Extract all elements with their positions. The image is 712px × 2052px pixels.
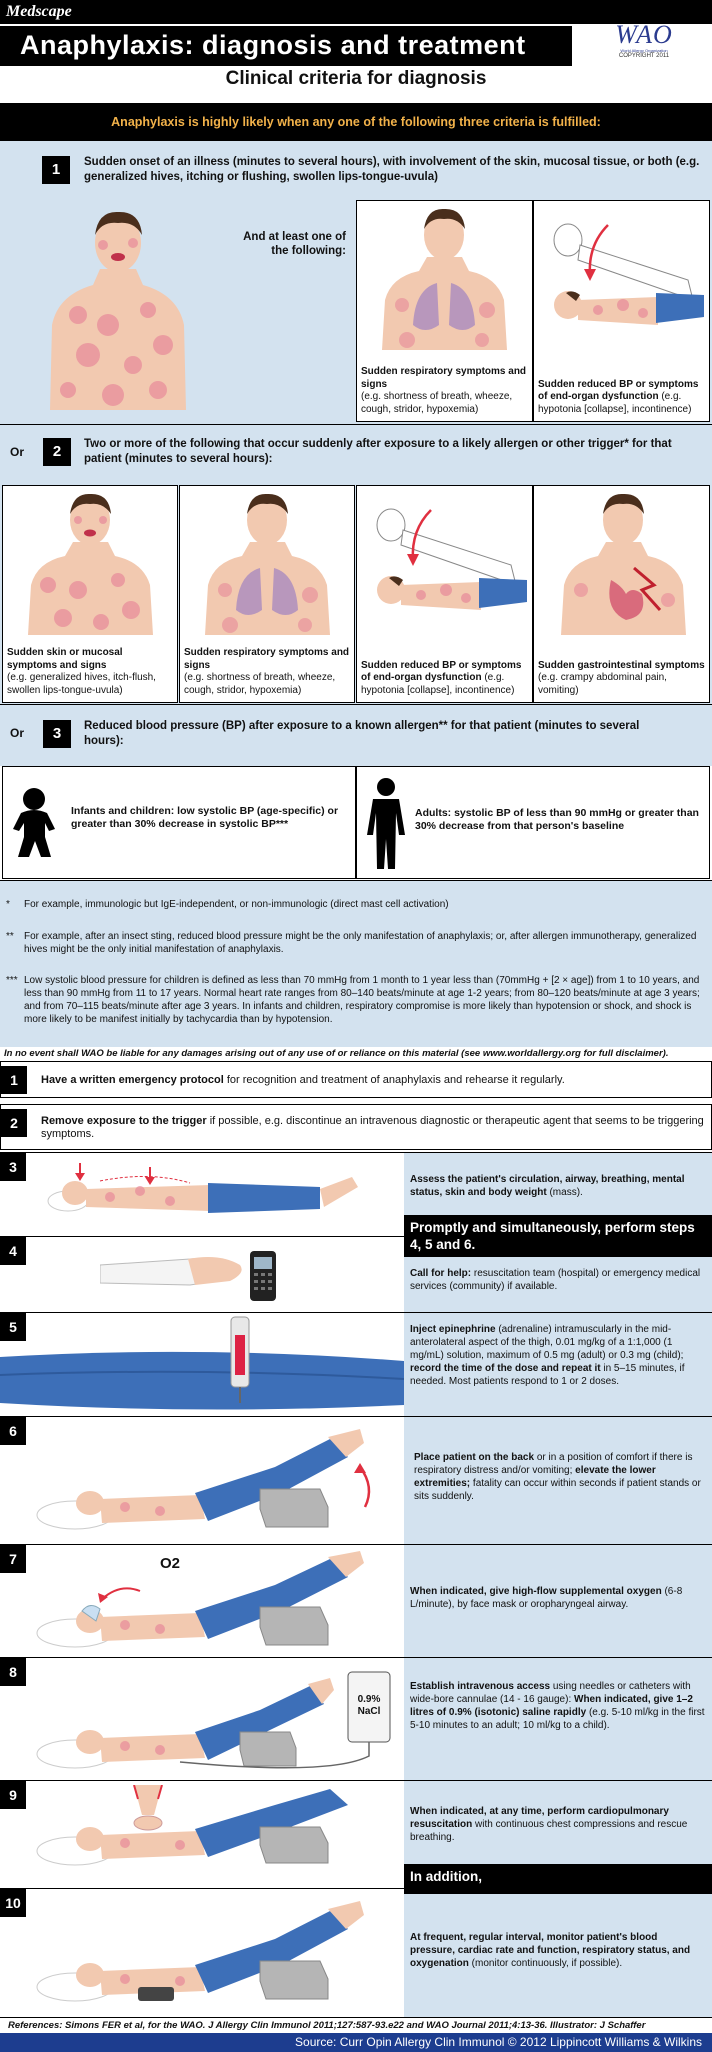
- infant-silhouette-icon: [9, 785, 59, 860]
- step-2-number: 2: [1, 1109, 27, 1137]
- footnote-2-mark: **: [6, 931, 14, 942]
- step-6-rest: or in a position of comfort if there is respiratory distress and/or vomiting;: [414, 1452, 693, 1476]
- oxygen-mask-figure: [30, 1551, 400, 1655]
- step-6-number: 6: [0, 1417, 26, 1445]
- step-2-row: [0, 1104, 712, 1150]
- criterion-1-bp-title: Sudden reduced BP or symptoms of end-organ dysfunction: [538, 378, 699, 402]
- collapse-figure: [538, 205, 706, 345]
- step-4-row: [0, 1236, 712, 1311]
- step-3-rest: (mass).: [546, 1187, 583, 1198]
- step-5-bold: Inject epinephrine: [410, 1324, 496, 1335]
- footnote-1: [6, 898, 704, 911]
- step-8-rest: using needles or catheters with wide-bore cannulae (14 - 16 gauge):: [410, 1681, 691, 1705]
- step-7-number: 7: [0, 1545, 26, 1573]
- assess-patient-figure: [40, 1161, 370, 1231]
- and-at-least-one-label: And at least one of the following:: [243, 231, 346, 257]
- footnote-3-text: Low systolic blood pressure for children is defined as less than 70 mmHg from 1 month to 1 year less than (70mmHg + [2 × age]) from 1 to 10 years, and less than 90 mmHg from 11 to 17 years. Normal heart rate ranges from 80–140 beats/minute at age 1-2 years; from 80–120 beats/minute at age 3 years; and from 70–115 beats/minute after age 3 years. In infants and children, respiratory compromise is more likely than hypotension or shock, and shock is more likely to be manifest initially by tachycardia than by hypotension.: [24, 975, 700, 1025]
- wao-logo: [600, 22, 688, 70]
- step-7-bold: When indicated, give high-flow supplemental oxygen: [410, 1586, 662, 1597]
- step-8-number: 8: [0, 1658, 26, 1686]
- promptly-heading: Promptly and simultaneously, perform steps 4, 5 and 6.: [404, 1215, 712, 1257]
- page-title: Anaphylaxis: diagnosis and treatment: [20, 30, 526, 60]
- criterion-3-number: 3: [43, 720, 71, 748]
- wao-copyright: COPYRIGHT 2011: [618, 53, 670, 59]
- criterion-2-skin-title: Sudden skin or mucosal symptoms and signs: [7, 647, 123, 671]
- footnote-1-text: For example, immunologic but IgE-independent, or non-immunologic (direct mast cell activation): [24, 899, 449, 910]
- cpr-figure: [30, 1785, 400, 1873]
- criterion-2-bp-cell: [356, 485, 533, 703]
- step-6-rest-2: fatality can occur within seconds if patient stands or sits suddenly.: [414, 1478, 701, 1502]
- step-4-bold: Call for help:: [410, 1268, 472, 1279]
- step-8-bold-2: When indicated, give 1–2 litres of 0.9% (isotonic) saline rapidly: [410, 1694, 693, 1718]
- criterion-2-bp-detail: (e.g. hypotonia [collapse], incontinence): [361, 672, 515, 696]
- step-8-rest-2: (e.g. 5-10 ml/kg in the first 5-10 minutes to an adult; 10 ml/kg to a child).: [410, 1707, 705, 1731]
- step-8-bold: Establish intravenous access: [410, 1681, 551, 1692]
- section-subtitle: Clinical criteria for diagnosis: [225, 68, 487, 89]
- footnote-1-mark: *: [6, 899, 10, 910]
- criterion-3-infants-cell: [2, 766, 356, 879]
- step-8-row: [0, 1657, 712, 1780]
- criterion-3-infants-text: Infants and children: low systolic BP (age-specific) or greater than 30% decrease in systolic BP***: [71, 805, 339, 830]
- wao-logo-subtitle: World Allergy Organization: [620, 48, 668, 53]
- footnote-2-text: For example, after an insect sting, reduced blood pressure might be the only manifestation of anaphylaxis; or, after allergen immunotherapy, generalized hives might be the only initial manifestation of anaphylaxis.: [24, 931, 697, 955]
- step-1-row: [0, 1061, 712, 1098]
- step-4-number: 4: [0, 1237, 26, 1265]
- elevate-legs-figure: [30, 1427, 400, 1539]
- step-6-bold-2: elevate the lower extremities;: [414, 1465, 656, 1489]
- criterion-2-respiratory-cell: [179, 485, 355, 703]
- criterion-2-respiratory-title: Sudden respiratory symptoms and signs: [184, 647, 350, 671]
- criterion-2-skin-cell: [2, 485, 178, 703]
- criterion-2-number: 2: [43, 438, 71, 466]
- criterion-2-gi-cell: [533, 485, 710, 703]
- criterion-3-adults-cell: [356, 766, 710, 879]
- epinephrine-injection-figure: [0, 1315, 404, 1415]
- saline-bag-label: 0.9% NaCl: [357, 1694, 381, 1717]
- step-6-row: [0, 1416, 712, 1544]
- lungs-figure: [377, 205, 512, 350]
- step-1-bold: Have a written emergency protocol: [41, 1074, 224, 1086]
- criterion-1-respiratory-title: Sudden respiratory symptoms and signs: [361, 366, 527, 390]
- step-5-bold-2: record the time of the dose and repeat it: [410, 1363, 601, 1374]
- phone-call-figure: [100, 1245, 300, 1305]
- criterion-2-respiratory-detail: (e.g. shortness of breath, wheeze, cough, stridor, hypoxemia): [184, 672, 336, 696]
- step-10-bold: At frequent, regular interval, monitor patient's blood pressure, cardiac rate and function, respiratory status, and oxygenation: [410, 1932, 691, 1969]
- criterion-2-gi-detail: (e.g. crampy abdominal pain, vomiting): [538, 672, 667, 696]
- step-2-bold: Remove exposure to the trigger: [41, 1115, 207, 1127]
- source-footer: Source: Curr Opin Allergy Clin Immunol © 2012 Lippincott Williams & Wilkins: [0, 2033, 712, 2052]
- o2-label: O2: [160, 1555, 181, 1572]
- step-5-number: 5: [0, 1313, 26, 1341]
- criterion-1-respiratory-cell: [356, 200, 533, 422]
- step-5-row: [0, 1312, 712, 1416]
- criterion-3-or-label: Or: [10, 726, 25, 740]
- torso-hives-figure: [38, 205, 198, 410]
- stomach-figure: [556, 490, 691, 635]
- hives-torso-figure: [23, 490, 158, 635]
- top-bar: [0, 0, 712, 24]
- references: References: Simons FER et al, for the WAO. J Allergy Clin Immunol 2011;127:587-93.e22 and WAO Journal 2011;4:13-36. Illustrator: J Schaffer: [0, 2017, 712, 2032]
- criterion-1-bp-cell: [533, 200, 710, 422]
- step-9-number: 9: [0, 1781, 26, 1809]
- intro-banner: Anaphylaxis is highly likely when any one of the following three criteria is fulfilled:: [0, 103, 712, 141]
- criterion-3-text: Reduced blood pressure (BP) after exposure to a known allergen** for that patient (minutes to several hours):: [84, 720, 640, 747]
- criterion-2-bp-title: Sudden reduced BP or symptoms of end-organ dysfunction: [361, 659, 522, 683]
- step-3-bold: Assess the patient's circulation, airway, breathing, mental status, skin and body weight: [410, 1174, 685, 1198]
- step-10-row: [0, 1888, 712, 2016]
- wao-logo-text: WAO: [615, 20, 673, 49]
- criterion-2-gi-title: Sudden gastrointestinal symptoms: [538, 659, 705, 671]
- adult-silhouette-icon: [365, 777, 407, 872]
- step-6-bold: Place patient on the back: [414, 1452, 535, 1463]
- step-7-row: [0, 1544, 712, 1657]
- monitor-bp-figure: [30, 1899, 400, 2011]
- disclaimer: In no event shall WAO be liable for any damages arising out of any use of or reliance on this material (see www.worldallergy.org for full disclaimer).: [4, 1048, 669, 1059]
- iv-saline-figure: [30, 1666, 400, 1776]
- step-3-number: 3: [0, 1153, 26, 1181]
- step-5-rest: (adrenaline) intramuscularly in the mid-anterolateral aspect of the thigh, 0.01 mg/kg of a 1:1,000 (1 mg/mL) solution, maximum of 0.5 mg (adult) or 0.3 mg (child);: [410, 1324, 684, 1361]
- step-2-rest: if possible, e.g. discontinue an intravenous diagnostic or therapeutic agent that seems to be triggering symptoms.: [41, 1115, 704, 1140]
- criterion-1-number: 1: [42, 156, 70, 184]
- lungs-figure-2: [200, 490, 335, 635]
- medscape-logo[interactable]: Medscape: [6, 3, 72, 20]
- step-9-row: [0, 1780, 712, 1875]
- step-1-rest: for recognition and treatment of anaphylaxis and rehearse it regularly.: [223, 1074, 565, 1086]
- step-4-rest: resuscitation team (hospital) or emergency medical services (community) if available.: [410, 1268, 701, 1292]
- footnote-3-mark: ***: [6, 975, 18, 986]
- criterion-2-text: Two or more of the following that occur suddenly after exposure to a likely allergen or other trigger* for that patient (minutes to several hours):: [84, 438, 672, 465]
- criterion-1-bp-detail: (e.g. hypotonia [collapse], incontinence): [538, 391, 692, 415]
- footnote-3: [6, 974, 704, 1026]
- criterion-2-or-label: Or: [10, 445, 25, 459]
- step-7-rest: (6-8 L/minute), by face mask or oropharyngeal airway.: [410, 1586, 683, 1610]
- criterion-1-text: Sudden onset of an illness (minutes to several hours), with involvement of the skin, mucosal tissue, or both (e.g. generalized hives, itching or flushing, swollen lips-tongue-uvula): [84, 156, 700, 183]
- step-9-bold: When indicated, at any time, perform cardiopulmonary resuscitation: [410, 1806, 669, 1830]
- criterion-1-respiratory-detail: (e.g. shortness of breath, wheeze, cough, stridor, hypoxemia): [361, 391, 513, 415]
- title-bar: [0, 26, 572, 66]
- collapse-figure-2: [361, 490, 529, 630]
- footnote-2: [6, 930, 704, 956]
- step-10-number: 10: [0, 1889, 26, 1917]
- criterion-2-skin-detail: (e.g. generalized hives, itch-flush, swollen lips-tongue-uvula): [7, 672, 156, 696]
- step-9-rest: with continuous chest compressions and rescue breathing.: [410, 1819, 688, 1843]
- in-addition-heading: In addition,: [404, 1864, 712, 1894]
- criterion-3-adults-text: Adults: systolic BP of less than 90 mmHg or greater than 30% decrease from that person's baseline: [415, 807, 699, 832]
- step-5-rest-2: in 5–15 minutes, if needed. Most patients respond to 1 or 2 doses.: [410, 1363, 685, 1387]
- step-1-number: 1: [1, 1066, 27, 1094]
- step-10-rest: (monitor continuously, if possible).: [468, 1958, 623, 1969]
